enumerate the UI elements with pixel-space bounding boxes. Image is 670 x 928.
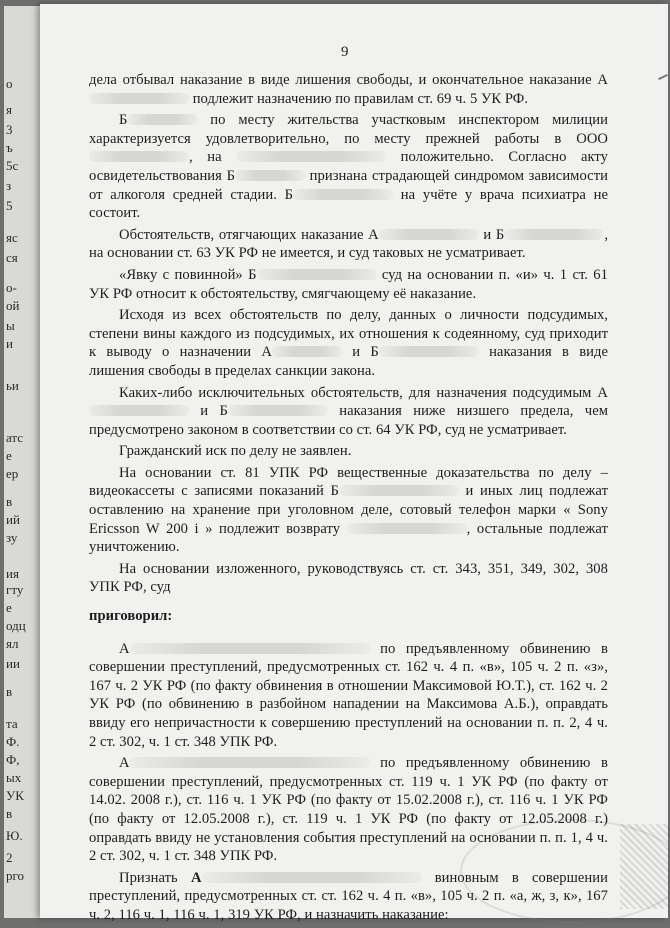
redaction [202, 872, 422, 883]
redaction [235, 170, 305, 181]
edge-fragment: е [6, 600, 12, 615]
paragraph [89, 306, 608, 380]
redaction [236, 151, 386, 162]
left-page-edge-text [4, 60, 40, 920]
paragraph-text: и Б [189, 403, 228, 420]
edge-fragment: я [6, 102, 12, 117]
paragraph-text: по месту жительства участковым инспектором милиции характеризуется удовлетворительно, по месту прежней работы в ООО [89, 112, 608, 147]
paragraph-text: и Б [342, 344, 379, 361]
paragraph-text: по предъявленному обвинению в совершении преступлений, предусмотренных ст. 162 ч. 4 п. «в», 105 ч. 2 п. «з», 167 ч. 2 УК РФ (по факту обвинения в отношении Максимовой Ю.Т.), ст. 162 ч. 2 УК РФ (по обвинению в разбойном нападении на Максимова А.Б.), оправдать ввиду его непричастности к совершению преступлений на основании п. п. 2, 4 ч. 2 ст. 302, ч. 1 ст. 348 УПК РФ. [89, 640, 608, 750]
paragraph-text: Исходя из всех обстоятельств по делу, данных о личности подсудимых, степени вины каждого из подсудимых, их отношения к содеянному, суд приходит к выводу о назначении А [89, 307, 608, 361]
paragraph-text: на учёте у врача психиатра не состоит. [89, 186, 608, 222]
paragraph [89, 442, 608, 461]
edge-fragment: з [6, 178, 12, 193]
paragraph-text: признана страдающей синдромом зависимости от алкоголя средней стадии. Б [89, 167, 608, 203]
paragraph-text: А [190, 869, 202, 886]
edge-fragment: ьи [6, 378, 19, 393]
paragraph-text: А [119, 640, 130, 657]
edge-fragment: ий [6, 512, 20, 527]
paragraph [89, 226, 608, 263]
redaction [293, 189, 393, 200]
edge-fragment: ии [6, 656, 20, 671]
redaction [347, 523, 467, 534]
stamp-mark [620, 824, 670, 909]
paragraph [89, 754, 608, 866]
redaction [127, 114, 197, 125]
edge-fragment: зу [6, 530, 18, 545]
edge-fragment: ъ [6, 140, 13, 155]
redaction [504, 229, 604, 240]
edge-fragment: УК [6, 788, 24, 803]
redaction [89, 405, 189, 416]
paragraph-text: Гражданский иск по делу не заявлен. [119, 443, 352, 460]
paragraph [89, 560, 608, 597]
edge-fragment: ы [6, 318, 15, 333]
document-body [89, 71, 608, 928]
redaction [130, 757, 370, 768]
paragraph-text: и Б [478, 226, 505, 243]
paragraph-text: , на основании ст. 63 УК РФ не имеется, и суд таковых не усматривает. [89, 226, 609, 262]
edge-fragment: одц [6, 618, 26, 633]
paragraph-text: На основании изложенного, руководствуясь ст. ст. 343, 351, 349, 302, 308 УПК РФ, суд [89, 560, 608, 596]
paragraph-text: , остальные подлежат уничтожению. [89, 520, 608, 556]
paragraph [89, 464, 608, 557]
paragraph-text: На основании ст. 81 УПК РФ вещественные доказательства по делу – видеокассеты с записями показаний Б [89, 464, 608, 500]
edge-fragment: Ю. [6, 828, 23, 843]
edge-fragment: и [6, 336, 13, 351]
paragraph [89, 640, 608, 752]
pen-mark [658, 74, 668, 80]
edge-fragment: рго [6, 868, 25, 883]
redaction [130, 643, 370, 654]
redaction [89, 93, 189, 104]
page-number: 9 [341, 44, 349, 60]
edge-fragment: о [6, 76, 13, 91]
edge-fragment: ой [6, 298, 20, 313]
paragraph-text: Признать [119, 869, 191, 886]
paragraph-text: наказания ниже низшего предела, чем предусмотрено законом в соответствии со ст. 64 УК РФ, суд не усматривает. [89, 403, 609, 438]
edge-fragment: ся [6, 250, 18, 265]
edge-fragment: о- [6, 280, 17, 295]
paragraph-text: , на [189, 149, 237, 166]
redaction [379, 346, 479, 357]
edge-fragment: в [6, 806, 13, 821]
paragraph [89, 266, 608, 303]
paragraph-text: подлежит назначению по правилам ст. 69 ч. 5 УК РФ. [189, 90, 529, 107]
paragraph-text: А [119, 755, 130, 772]
edge-fragment: 3 [6, 122, 13, 137]
paragraph-text: Каких-либо исключительных обстоятельств, для назначения подсудимым А [119, 384, 608, 401]
redaction [272, 346, 342, 357]
paragraph [89, 71, 608, 108]
edge-fragment: 5 [6, 198, 13, 213]
edge-fragment: ял [6, 636, 19, 651]
paragraph-text: по предъявленному обвинению в совершении преступлений, предусмотренных ст. 119 ч. 1 УК РФ (по факту от 14.02. 2008 г.), ст. 116 ч. 1 УК РФ (по факту от 15.02.2008 г.), ст. 116 ч. 1 УК РФ (по факту от 12.05.2008 г.), ст. 119 ч. 1 УК РФ (по факту от 12.05.2008 г.) оправдать ввиду не установления события преступлений на основании п. п. 1, 4 ч. 2 ст. 302, ч. 1 ст. 348 УПК РФ. [89, 755, 608, 865]
paragraph-text: дела отбывал наказание в виде лишения свободы, и окончательное наказание А [89, 72, 608, 88]
edge-fragment: ер [6, 466, 19, 481]
edge-fragment: в [6, 494, 13, 509]
redaction [379, 229, 479, 240]
edge-fragment: атс [6, 430, 24, 445]
edge-fragment: та [6, 716, 18, 731]
paragraph [89, 384, 608, 440]
paragraph [89, 111, 608, 223]
redaction [228, 405, 328, 416]
paragraph-text: виновным в совершении преступлений, предусмотренных ст. ст. 162 ч. 4 п. «в», 105 ч. 2 п. «а, ж, з, к», 167 ч. 2, 116 ч. 1, 116 ч. 1, 319 УК РФ, и назначить наказание: [89, 869, 609, 923]
paragraph-text: суд на основании п. «и» ч. 1 ст. 61 УК РФ относит к обстоятельству, смягчающему её наказание. [89, 266, 608, 302]
redaction [257, 269, 377, 280]
verdict-heading: приговорил: [89, 608, 173, 625]
redaction [339, 485, 459, 496]
edge-fragment: гту [6, 582, 24, 597]
paragraph-text: положительно. Согласно акту освидетельствования Б [89, 149, 608, 184]
edge-fragment: в [6, 684, 13, 699]
edge-fragment: яс [6, 230, 18, 245]
paragraph-text: наказания в виде лишения свободы в пределах санкции закона. [89, 344, 608, 379]
paragraph-text: Б [119, 112, 128, 129]
paragraph-text: «Явку с повинной» Б [119, 266, 257, 283]
redaction [89, 151, 189, 162]
edge-fragment: ия [6, 566, 19, 581]
edge-fragment: 2 [6, 850, 13, 865]
paragraph-text: Обстоятельств, отягчающих наказание А [119, 226, 379, 243]
edge-fragment: ых [6, 770, 22, 785]
paragraph [89, 869, 608, 925]
edge-fragment: 5с [6, 158, 19, 173]
edge-fragment: е [6, 448, 12, 463]
edge-fragment: Ф. [6, 734, 20, 749]
edge-fragment: Ф, [6, 752, 20, 767]
paragraph-text: и иных лиц подлежат оставлению на хранение при уголовном деле, сотовый телефон марки « Sony Ericsson W 200 i » подлежит возврату [89, 483, 608, 537]
